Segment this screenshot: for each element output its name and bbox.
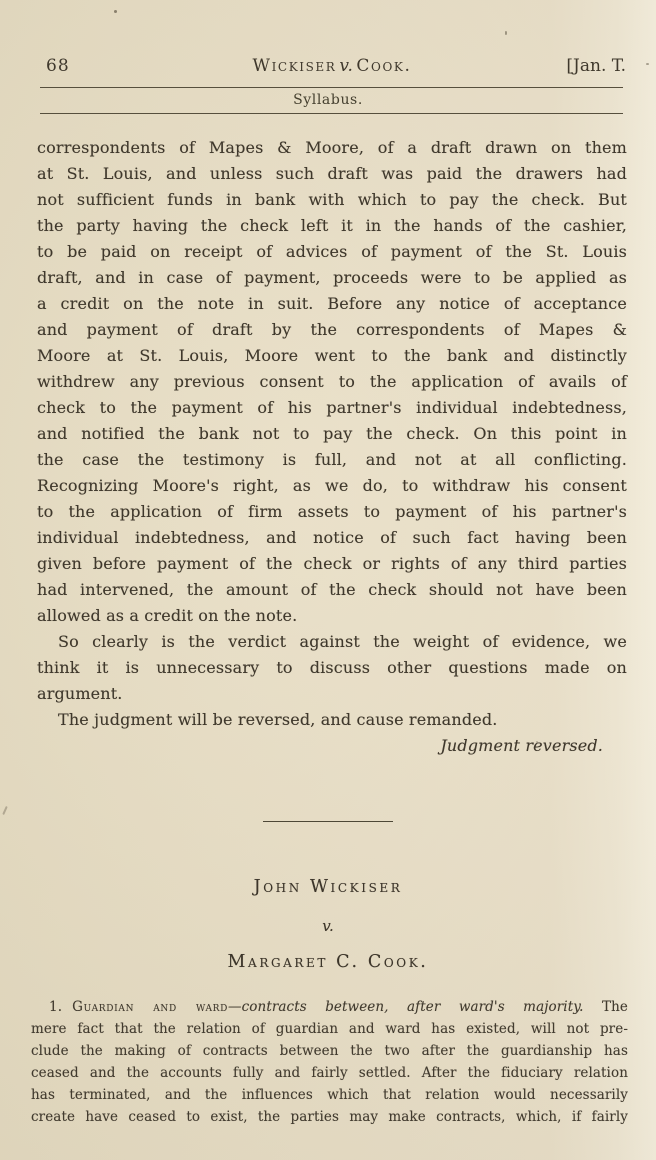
headnote-catchline: —contracts between, after ward's majority. bbox=[228, 999, 584, 1015]
page-number: 68 bbox=[46, 56, 70, 76]
text-line: to be paid on receipt of advices of payment of the St. Louis bbox=[37, 242, 627, 261]
text-line: individual indebtedness, and notice of such fact having been bbox=[37, 528, 627, 547]
opinion-text bbox=[37, 135, 627, 759]
running-head bbox=[0, 0, 656, 76]
text-line: and payment of draft by the correspondents of Mapes & bbox=[37, 320, 627, 339]
plaintiff-name: John Wickiser bbox=[253, 877, 403, 897]
text-line: allowed as a credit on the note. bbox=[37, 606, 298, 625]
text-line: Recognizing Moore's right, as we do, to withdraw his consent bbox=[37, 476, 627, 495]
text-line: the case the testimony is full, and not at all conflicting. bbox=[37, 450, 627, 469]
text-line: think it is unnecessary to discuss other questions made on bbox=[37, 658, 627, 677]
headnote-first-line bbox=[31, 996, 628, 1018]
headnote-topic: Guardian and ward bbox=[72, 999, 229, 1015]
versus-label: v. bbox=[322, 917, 334, 935]
paper-speck bbox=[2, 806, 7, 815]
defendant-name: Cook. bbox=[356, 56, 412, 76]
headnote-text: The bbox=[602, 999, 628, 1015]
versus-label: v. bbox=[339, 56, 354, 76]
text-line: argument. bbox=[37, 684, 123, 703]
text-line: at St. Louis, and unless such draft was paid the drawers had bbox=[37, 164, 627, 183]
header-rule-top bbox=[40, 87, 623, 88]
text-line: clude the making of contracts between the two after the guardianship has bbox=[31, 1043, 628, 1059]
disposition-line: Judgment reversed. bbox=[440, 736, 603, 755]
text-line: to the application of firm assets to payment of his partner's bbox=[37, 502, 627, 521]
text-line: the party having the check left it in the hands of the cashier, bbox=[37, 216, 627, 235]
case-caption bbox=[0, 876, 656, 973]
text-line: had intervened, the amount of the check should not have been bbox=[37, 580, 627, 599]
text-line: Moore at St. Louis, Moore went to the bank and distinctly bbox=[37, 346, 627, 365]
paper-speck bbox=[646, 63, 649, 65]
text-line: draft, and in case of payment, proceeds were to be applied as bbox=[37, 268, 627, 287]
text-line: The judgment will be reversed, and cause remanded. bbox=[58, 710, 498, 729]
text-line: a credit on the note in suit. Before any notice of acceptance bbox=[37, 294, 627, 313]
text-line: correspondents of Mapes & Moore, of a draft drawn on them bbox=[37, 138, 627, 157]
headnote-1 bbox=[31, 996, 628, 1128]
section-divider-rule bbox=[263, 821, 393, 822]
headnote-number: 1. bbox=[49, 999, 63, 1015]
text-line: ceased and the accounts fully and fairly settled. After the fiduciary relation bbox=[31, 1065, 628, 1081]
paper-speck bbox=[505, 31, 507, 35]
text-line: not sufficient funds in bank with which to pay the check. But bbox=[37, 190, 627, 209]
term-label: [Jan. T. bbox=[566, 56, 626, 76]
text-line: given before payment of the check or rights of any third parties bbox=[37, 554, 627, 573]
plaintiff-name: Wickiser bbox=[252, 56, 337, 76]
text-line: has terminated, and the influences which that relation would necessarily bbox=[31, 1087, 628, 1103]
paper-speck bbox=[114, 10, 117, 13]
text-line: create have ceased to exist, the parties may make contracts, which, if fairly bbox=[31, 1109, 628, 1125]
header-rule-bottom bbox=[40, 113, 623, 114]
text-line: check to the payment of his partner's individual indebtedness, bbox=[37, 398, 627, 417]
text-line: mere fact that the relation of guardian and ward has existed, will not pre- bbox=[31, 1021, 628, 1037]
paper-speck bbox=[536, 741, 538, 743]
text-line: and notified the bank not to pay the check. On this point in bbox=[37, 424, 627, 443]
text-line: withdrew any previous consent to the application of avails of bbox=[37, 372, 627, 391]
section-label: Syllabus. bbox=[293, 92, 363, 108]
running-case-title bbox=[118, 56, 546, 76]
text-line: So clearly is the verdict against the weight of evidence, we bbox=[58, 632, 627, 651]
defendant-name: Margaret C. Cook. bbox=[227, 952, 429, 972]
